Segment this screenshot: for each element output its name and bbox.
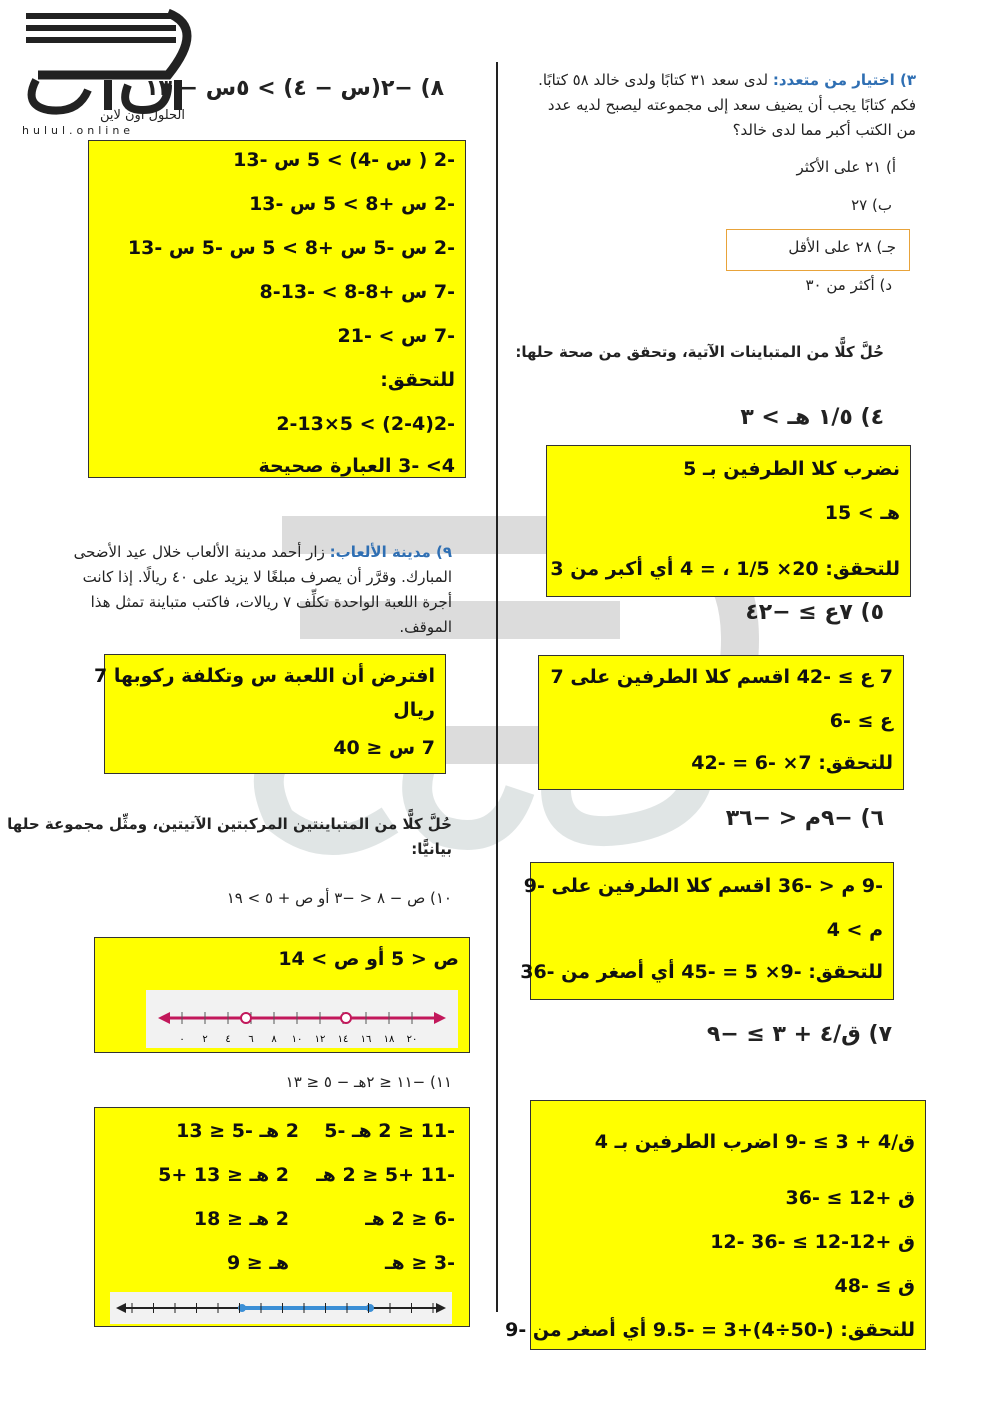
question-10-label: ١٠) ص − ٨ < −٣ أو ص + ٥ > ١٩ xyxy=(226,889,452,907)
answer-q7-line1: ق/4 + 3 ≥ -9 اضرب الطرفين بـ 4 xyxy=(594,1131,915,1153)
tick-label: ٤ xyxy=(225,1034,231,1045)
answer-box-q8 xyxy=(88,140,466,478)
answer-q11-r1-left: -11 ≤ 2 هـ -5 xyxy=(324,1120,455,1142)
tick-label: ١٨ xyxy=(383,1034,395,1045)
open-point-14 xyxy=(341,1013,351,1023)
answer-box-q5 xyxy=(538,655,904,790)
answer-q8-line6: للتحقق: xyxy=(380,369,455,391)
option-a[interactable]: أ) ٢١ على الأكثر xyxy=(796,158,896,176)
question-9-line3: أجرة اللعبة الواحدة تكلِّف ٧ ريالات، فاكتب متباينة تمثل هذا xyxy=(90,593,452,611)
question-9-line1: زار أحمد مدينة الألعاب خلال عيد الأضحى xyxy=(73,543,325,561)
tick-label: ٢٠ xyxy=(406,1034,418,1045)
tick-label: ٨ xyxy=(271,1034,277,1045)
tick-label: ٦ xyxy=(248,1034,254,1045)
number-line-q10 xyxy=(146,990,458,1048)
answer-q8-line2: -2 س +8 > 5 س -13 xyxy=(249,193,455,215)
question-3-line2: فكم كتابًا يجب أن يضيف سعد إلى مجموعته ليصبح لديه عدد xyxy=(547,96,916,114)
answer-q6-line2: م > 4 xyxy=(826,919,883,941)
tick-label: ٠ xyxy=(179,1034,185,1045)
answer-q8-line7: -2(2-4) > 5×2-13 xyxy=(276,413,455,435)
answer-box-q6 xyxy=(520,862,894,1000)
open-point-5 xyxy=(241,1013,251,1023)
answer-q8-line8: 4> -3 العبارة صحيحة xyxy=(258,455,455,477)
answer-q8-line5: -7 س > -21 xyxy=(337,325,455,347)
answer-q7-line2: ق +12 ≥ -36 xyxy=(785,1187,915,1209)
answer-q9-line3: 7 س ≤ 40 xyxy=(333,737,435,759)
answer-q11-r2-left: -11 +5 ≤ 2 هـ xyxy=(316,1164,455,1186)
answer-q6-line1: -9 م < -36 اقسم كلا الطرفين على -9 xyxy=(523,875,883,897)
tick-label: ٢ xyxy=(202,1034,208,1045)
question-3-label: ٣) اختيار من متعدد: xyxy=(772,71,916,89)
answer-q7-line5: للتحقق: (-50÷4)+3 = -9.5 أي أصغر من -9 xyxy=(505,1319,915,1341)
question-7-label: ٧) ق/٤ + ٣ ≥ −٩ xyxy=(706,1022,892,1047)
answer-q9-line1: افترض أن اللعبة س وتكلفة ركوبها 7 xyxy=(93,665,435,687)
question-5-label: ٥) ٧ع ≥ −٤٢ xyxy=(745,600,884,625)
logo-subtitle-ar: الحلول اون لاين xyxy=(99,108,185,123)
tick-label: ١٠ xyxy=(291,1034,303,1045)
answer-q4-line2: هـ > 15 xyxy=(824,502,900,524)
tick-label: ١٢ xyxy=(314,1034,326,1045)
answer-box-q4 xyxy=(546,445,911,597)
option-b[interactable]: ب) ٢٧ xyxy=(851,196,892,214)
question-11-label: ١١) −١١ ≤ ٢هـ − ٥ ≤ ١٣ xyxy=(285,1073,452,1091)
question-9-label: ٩) مدينة الألعاب: xyxy=(329,543,452,561)
answer-q9-line2: ريال xyxy=(393,699,435,721)
column-divider xyxy=(496,62,498,1312)
answer-q11-r2-right: 2 هـ ≤ 13 +5 xyxy=(158,1164,289,1186)
answer-q4-line3: للتحقق: 20× 1/5 ، = 4 أي أكبر من 3 xyxy=(550,558,900,580)
answer-q5-line1: 7 ع ≥ -42 اقسم كلا الطرفين على 7 xyxy=(550,666,893,688)
question-8-label: ٨) −٢(س − ٤) > ٥س − ١٣ xyxy=(145,76,444,101)
instruction-compound-line1: حُلَّ كلًّا من المتباينتين المركبتين الآتيتين، ومثِّل مجموعة حلها xyxy=(7,815,452,833)
site-logo xyxy=(18,10,193,140)
answer-box-q7 xyxy=(505,1100,926,1350)
answer-q8-line1: -2 ( س -4) > 5 س -13 xyxy=(233,149,455,171)
answer-q5-line2: ع ≥ -6 xyxy=(829,710,893,732)
answer-q4-line1: نضرب كلا الطرفين بـ 5 xyxy=(683,458,900,480)
question-4-label: ٤) ١/٥ هـ > ٣ xyxy=(740,405,884,430)
answer-q11-r3-left: -6 ≤ 2 هـ xyxy=(365,1208,455,1230)
answer-q8-line3: -2 س -5 س +8 > 5 س -5 س -13 xyxy=(127,237,455,259)
question-6-label: ٦) −٩م < −٣٦ xyxy=(725,806,884,831)
instruction-compound-line2: بيانيًّا: xyxy=(411,840,452,858)
answer-q11-r4-left: -3 ≤ هـ xyxy=(385,1252,455,1274)
answer-q11-r1-right: 2 هـ -5 ≤ 13 xyxy=(176,1120,299,1142)
answer-q6-line3: للتحقق: -9× 5 = -45 أي أصغر من -36 xyxy=(520,961,883,983)
answer-q11-r4-right: هـ ≤ 9 xyxy=(226,1252,289,1274)
answer-q7-line3: ق +12-12 ≥ -36 -12 xyxy=(710,1231,915,1253)
question-3-line3: من الكتب أكبر مما لدى خالد؟ xyxy=(732,121,916,139)
question-9 xyxy=(52,540,452,640)
tick-label: ١٦ xyxy=(360,1034,372,1045)
closed-point-9 xyxy=(366,1304,374,1312)
answer-q5-line3: للتحقق: 7× -6 = -42 xyxy=(691,752,893,774)
option-d[interactable]: د) أكثر من ٣٠ xyxy=(805,276,892,294)
answer-q7-line4: ق ≥ -48 xyxy=(834,1275,915,1297)
question-3-line1: لدى سعد ٣١ كتابًا ولدى خالد ٥٨ كتابًا. xyxy=(538,71,769,89)
answer-q10-line1: ص < 5 أو ص > 14 xyxy=(278,948,459,970)
answer-q11-r3-right: 2 هـ ≤ 18 xyxy=(193,1208,289,1230)
question-9-line2: المبارك. وقرَّر أن يصرف مبلغًا لا يزيد على ٤٠ ريالًا. إذا كانت xyxy=(82,568,452,586)
number-line-q11 xyxy=(110,1292,452,1324)
question-9-line4: الموقف. xyxy=(399,618,452,636)
answer-box-q9 xyxy=(93,654,446,774)
tick-label: ١٤ xyxy=(337,1034,349,1045)
question-3 xyxy=(516,68,916,143)
answer-q8-line4: -7 س +8-8 > -13-8 xyxy=(259,281,455,303)
logo-subtitle-en: hulul.online xyxy=(22,124,135,137)
instruction-compound xyxy=(7,812,452,862)
option-c[interactable]: جـ) ٢٨ على الأقل xyxy=(788,238,896,256)
instruction-solve: حُلَّ كلًّا من المتباينات الآتية، وتحقق من صحة حلها: xyxy=(515,343,884,361)
